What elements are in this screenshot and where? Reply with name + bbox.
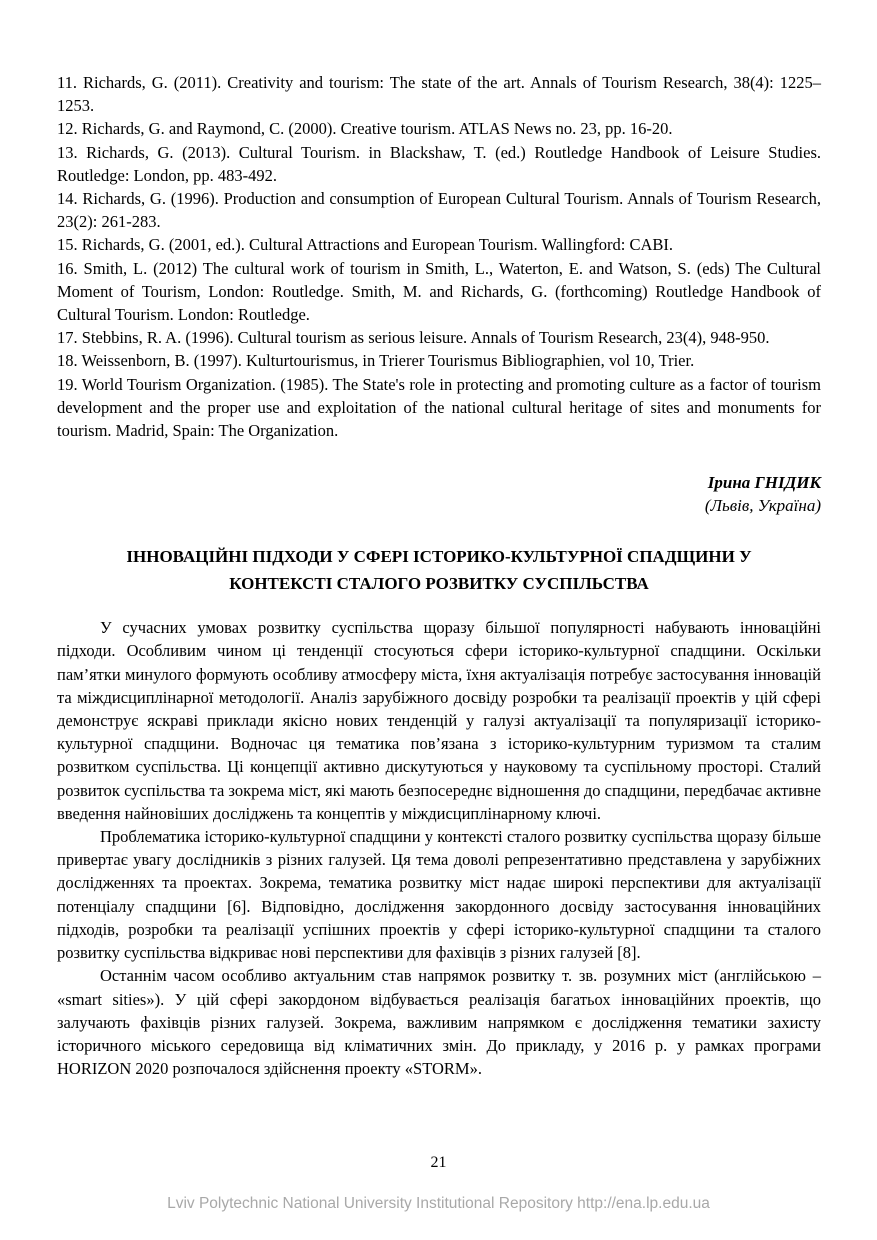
reference-item: 15. Richards, G. (2001, ed.). Cultural Attractions and European Tourism. Wallingford: CABI. — [57, 235, 674, 255]
reference-item: 16. Smith, L. (2012) The cultural work of tourism in Smith, L., Waterton, E. and Watson, S. (eds) The Cultural Moment of Tourism, London: Routledge. Smith, M. and Richards, G. (forthcoming) Routledge Handbook of Cultural Tourism. London: Routledge. — [57, 258, 821, 325]
reference-item: 12. Richards, G. and Raymond, C. (2000). Creative tourism. ATLAS News no. 23, pp. 16-20. — [57, 119, 673, 139]
author-block — [57, 471, 821, 517]
article-title: ІННОВАЦІЙНІ ПІДХОДИ У СФЕРІ ІСТОРИКО-КУЛЬТУРНОЇ СПАДЩИНИ У КОНТЕКСТІ СТАЛОГО РОЗВИТКУ СУСПІЛЬСТВА — [126, 547, 752, 594]
reference-item: 17. Stebbins, R. A. (1996). Cultural tourism as serious leisure. Annals of Tourism Research, 23(4), 948-950. — [57, 328, 770, 348]
repository-footer: Lviv Polytechnic National University Institutional Repository http://ena.lp.edu.ua — [167, 1195, 710, 1212]
author-location: (Львів, Україна) — [704, 496, 821, 516]
page-number: 21 — [430, 1154, 447, 1171]
reference-list — [57, 71, 821, 442]
reference-item: 19. World Tourism Organization. (1985). The State's role in protecting and promoting culture as a factor of tourism development and the proper use and exploitation of the national cultural heritage of sites and monuments for tourism. Madrid, Spain: The Organization. — [57, 374, 821, 441]
body-paragraph: У сучасних умовах розвитку суспільства щоразу більшої популярності набувають інноваційні підходи. Особливим чином ці тенденції стосуються сфери історико-культурної спадщини. Оскільки пам’ятки минулого формують особливу атмосферу міста, їхня актуалізація потребує застосування інновацій та міждисциплінарної методології. Аналіз зарубіжного досвіду розробки та реалізації проектів у цій сфері демонструє яскраві приклади якісно нових тенденцій у галузі актуалізації та популяризації історико-культурної спадщини. Водночас ця тематика пов’язана з історико-культурним туризмом та сталим розвитком суспільства. Ці концепції активно дискутуються у науковому та суспільному просторі. Сталий розвиток суспільства та зокрема міст, які мають безпосереднє відношення до спадщини, передбачає активне введення найновіших досліджень та концептів у міждисциплінарному ключі. — [57, 618, 821, 823]
body-paragraph: Проблематика історико-культурної спадщини у контексті сталого розвитку суспільства щоразу більше привертає увагу дослідників з різних галузей. Ця тема доволі репрезентативно представлена у зарубіжних дослідженнях та проектах. Зокрема, тематика розвитку міст надає широкі перспективи для актуалізації потенціалу спадщини [6]. Відповідно, дослідження закордонного досвіду застосування інноваційних підходів, розробки та реалізації успішних проектів у сфері історико-культурної спадщини та сталого розвитку суспільства відкриває нові перспективи для фахівців з різних галузей [8]. — [57, 827, 821, 963]
page-content — [57, 71, 821, 1080]
reference-item: 14. Richards, G. (1996). Production and consumption of European Cultural Tourism. Annals of Tourism Research, 23(2): 261-283. — [57, 189, 821, 232]
body-paragraph: Останнім часом особливо актуальним став напрямок розвитку т. зв. розумних міст (англійською – «smart sities»). У цій сфері закордоном відбувається реалізація багатьох інноваційних проектів, що залучають фахівців різних галузей. Зокрема, важливим напрямком є дослідження тематики захисту історичного міського середовища від кліматичних змін. До прикладу, у 2016 р. у рамках програми HORIZON 2020 розпочалося здійснення проекту «STORM». — [57, 966, 821, 1079]
article-body — [57, 616, 821, 1080]
reference-item: 18. Weissenborn, B. (1997). Kulturtourismus, in Trierer Tourismus Bibliographien, vol 10, Trier. — [57, 351, 695, 371]
reference-item: 13. Richards, G. (2013). Cultural Tourism. in Blackshaw, T. (ed.) Routledge Handbook of Leisure Studies. Routledge: London, pp. 483-492. — [57, 142, 821, 185]
reference-item: 11. Richards, G. (2011). Creativity and tourism: The state of the art. Annals of Tourism Research, 38(4): 1225–1253. — [57, 73, 821, 116]
author-name: Ірина ГНІДИК — [707, 473, 821, 493]
